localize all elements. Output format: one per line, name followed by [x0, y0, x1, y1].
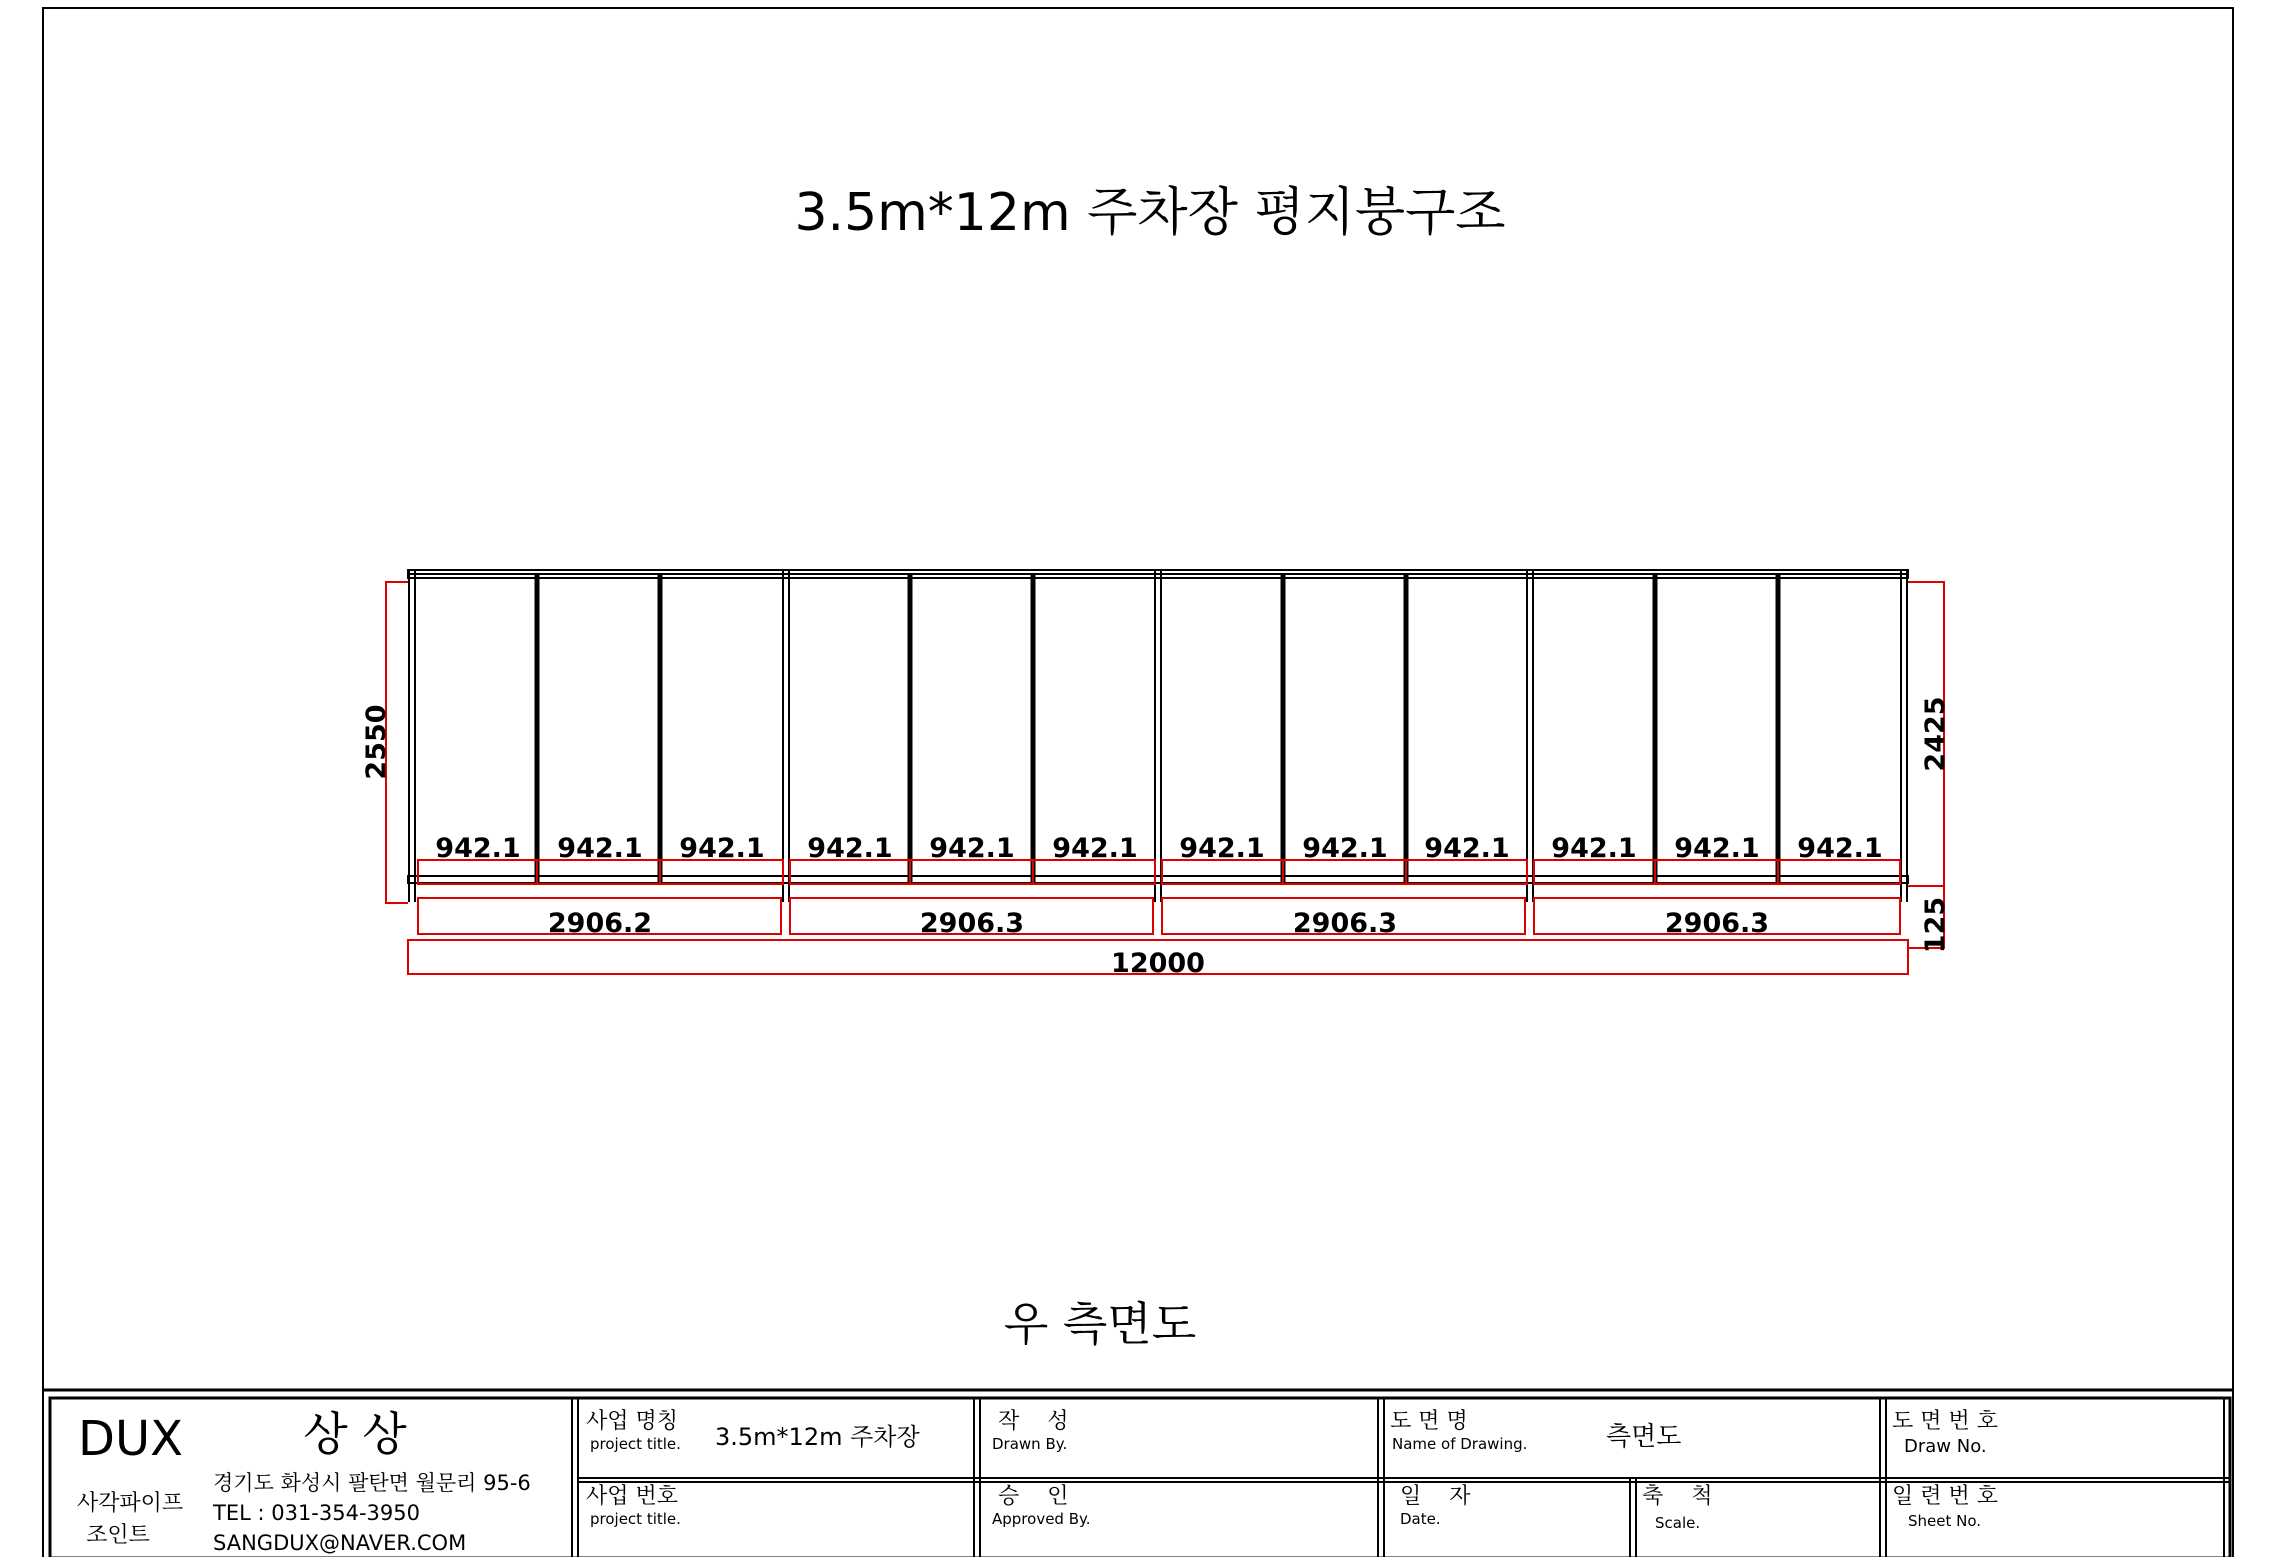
view-label: 우 측면도: [1003, 1297, 1197, 1351]
approved-by-label-en: Approved By.: [992, 1510, 1091, 1528]
bay-dim-8: 942.1: [1302, 833, 1388, 864]
sheet-no-label-en: Sheet No.: [1908, 1512, 1982, 1530]
module-dim-3: 2906.3: [1292, 908, 1398, 939]
total-length-dim: 12000: [1111, 948, 1205, 979]
module-dim-2: 2906.3: [919, 908, 1025, 939]
module-dim-4: 2906.3: [1664, 908, 1770, 939]
sheet-no-label: 일 련 번 호: [1892, 1484, 1998, 1509]
drawn-by-label: 작 성: [998, 1409, 1069, 1434]
project-name-label: 사업 명칭: [586, 1409, 679, 1434]
drawing-no-label-en: Draw No.: [1904, 1436, 1987, 1457]
bay-dim-5: 942.1: [929, 833, 1015, 864]
project-number-label: 사업 번호: [586, 1484, 679, 1509]
project-number-label-en: project title.: [590, 1510, 681, 1528]
bay-dim-2: 942.1: [557, 833, 643, 864]
bay-dim-3: 942.1: [679, 833, 765, 864]
date-label-en: Date.: [1400, 1510, 1441, 1528]
slope-offset-dim: 125: [1920, 896, 1951, 954]
drawing-name-label-en: Name of Drawing.: [1392, 1435, 1528, 1453]
company-address: 경기도 화성시 팔탄면 월문리 95-6: [213, 1471, 531, 1495]
date-label: 일 자: [1400, 1484, 1471, 1509]
bay-dim-1: 942.1: [435, 833, 521, 864]
drawn-by-label-en: Drawn By.: [992, 1435, 1068, 1453]
bay-dim-10: 942.1: [1551, 833, 1637, 864]
left-height-dim: 2550: [361, 704, 392, 780]
company-tel: TEL : 031-354-3950: [213, 1501, 420, 1525]
company-name: 상 상: [303, 1407, 407, 1461]
project-name-label-en: project title.: [590, 1435, 681, 1453]
bay-dim-7: 942.1: [1179, 833, 1265, 864]
approved-by-label: 승 인: [998, 1484, 1069, 1509]
bay-dim-6: 942.1: [1052, 833, 1138, 864]
drawing-title: 3.5m*12m 주차장 평지붕구조: [794, 183, 1506, 243]
bay-dim-12: 942.1: [1797, 833, 1883, 864]
bay-dim-9: 942.1: [1424, 833, 1510, 864]
company-type-1: 사각파이프: [76, 1491, 184, 1516]
company-info: [77, 1407, 531, 1555]
bay-dim-11: 942.1: [1674, 833, 1760, 864]
company-email: SANGDUX@NAVER.COM: [213, 1531, 467, 1555]
scale-label: 축 척: [1642, 1484, 1713, 1509]
drawing-name-label: 도 면 명: [1390, 1409, 1468, 1434]
project-name-value: 3.5m*12m 주차장: [715, 1423, 920, 1451]
drawing-no-label: 도 면 번 호: [1892, 1409, 1998, 1434]
right-height-dim: 2425: [1920, 696, 1951, 772]
drawing-name-value: 측면도: [1606, 1422, 1682, 1452]
bottom-beam: [408, 876, 1908, 883]
bay-dim-4: 942.1: [807, 833, 893, 864]
company-brand: DUX: [78, 1411, 183, 1467]
module-dim-1: 2906.2: [547, 908, 653, 939]
company-type-2: 조인트: [86, 1523, 150, 1548]
scale-label-en: Scale.: [1655, 1514, 1701, 1532]
